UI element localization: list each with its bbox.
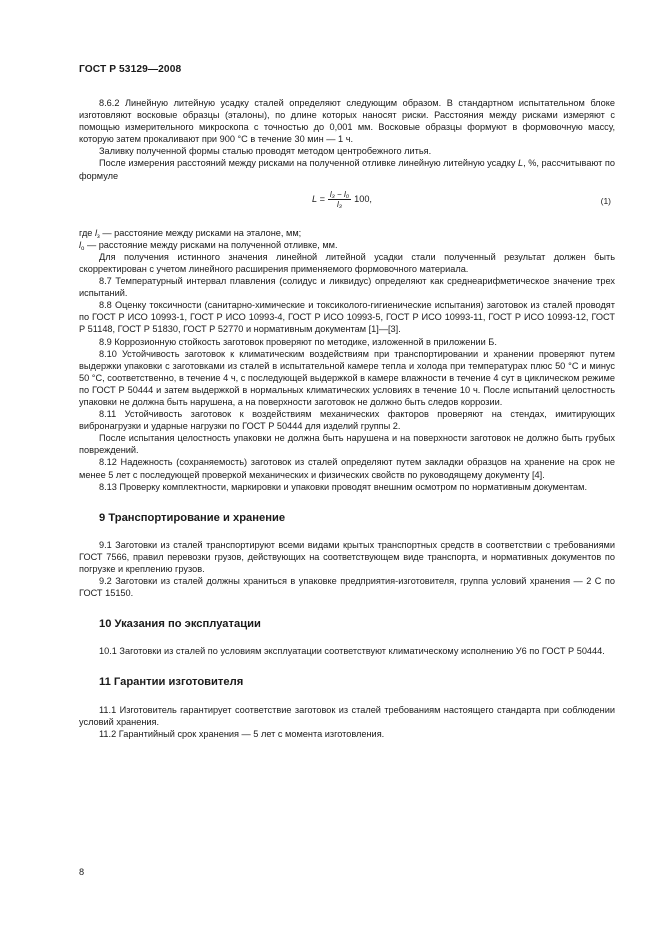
where-l0: $l_о$ — расстояние между рисками на полученной отливке, мм. [79, 239, 338, 252]
section-10-heading: 10 Указания по эксплуатации [99, 618, 261, 631]
document-body [79, 97, 615, 740]
paragraph-8-6-2: 8.6.2 Линейную литейную усадку сталей определяют следующим образом. В стандартном испытательном блоке изготовляют восковые образцы (эталоны), по длине которых наносят риски. Расстояния между рисками измеряют с помощью измерительного микроскопа с точностью до 0,001 мм. Восковые образцы формуют в формовочную массу, которую затем прокаливают при 900 °С в течение 30 мин — 1 ч. [79, 98, 615, 145]
paragraph-11-2: 11.2 Гарантийный срок хранения — 5 лет с момента изготовления. [99, 728, 385, 739]
formula-number: (1) [600, 195, 611, 206]
document-header: ГОСТ Р 53129—2008 [79, 64, 182, 75]
section-9-heading: 9 Транспортирование и хранение [99, 511, 286, 524]
paragraph-10-1: 10.1 Заготовки из сталей по условиям эксплуатации соответствуют климатическому исполнению У6 по ГОСТ Р 50444. [99, 646, 605, 657]
formula-denominator: l₃ [337, 199, 342, 209]
formula-lhs: L = [312, 194, 325, 205]
paragraph-casting: Заливку полученной формы сталью проводят методом центробежного литья. [99, 146, 432, 157]
formula-body [312, 190, 372, 209]
paragraph-correction: Для получения истинного значения линейной литейной усадки стали полученный результат должен быть скорректирован с учетом линейного расширения применяемого формовочного материала. [79, 251, 615, 274]
paragraph-8-11-b: После испытания целостность упаковки не должна быть нарушена и на поверхности заготовок не должно быть грубых повреждений. [79, 433, 615, 456]
paragraph-9-1: 9.1 Заготовки из сталей транспортируют всеми видами крытых транспортных средств в соответствии с требованиями ГОСТ 7566, правил перевозки грузов, действующих на соответствующем виде транспорта, и нормативных документов по погрузке и креплению грузов. [79, 539, 615, 574]
paragraph-9-2: 9.2 Заготовки из сталей должны храниться в упаковке предприятия-изготовителя, группа условий хранения — 2 С по ГОСТ 15150. [79, 576, 615, 599]
formula-1 [79, 187, 615, 223]
paragraph-11-1: 11.1 Изготовитель гарантирует соответствие заготовок из сталей требованиям настоящего стандарта при соблюдении условий хранения. [79, 704, 615, 727]
paragraph-formula-intro: После измерения расстояний между рисками на полученной отливке линейную литейную усадку L, %, рассчитывают по формуле [79, 158, 615, 181]
formula-rhs: 100, [354, 194, 372, 205]
formula-numerator: l₃ − l₀ [329, 189, 350, 199]
page-number: 8 [79, 867, 85, 877]
formula-fraction [328, 190, 351, 209]
paragraph-8-8: 8.8 Оценку токсичности (санитарно-химические и токсиколого-гигиенические испытания) заготовок из сталей проводят по ГОСТ Р ИСО 10993-1, ГОСТ Р ИСО 10993-4, ГОСТ Р ИСО 10993-5, ГОСТ Р ИСО 10993-11, ГОСТ Р ИСО 10993-12, ГОСТ Р 51148, ГОСТ Р 51830, ГОСТ Р 52770 и нормативным документам [1]—[3]. [79, 300, 615, 335]
section-11-heading: 11 Гарантии изготовителя [99, 676, 244, 689]
where-l3: где $l_з$ — расстояние между рисками на эталоне, мм; [79, 227, 302, 240]
paragraph-8-11: 8.11 Устойчивость заготовок к воздействиям механических факторов проверяют на стендах, имитирующих вибронагрузки и ударные нагрузки по ГОСТ Р 50444 для изделий группы 2. [79, 409, 615, 432]
paragraph-8-7: 8.7 Температурный интервал плавления (солидус и ликвидус) определяют как среднеарифметическое значение трех испытаний. [79, 276, 615, 299]
paragraph-8-13: 8.13 Проверку комплектности, маркировки и упаковки проводят внешним осмотром по нормативным документам. [99, 481, 588, 492]
paragraph-8-9: 8.9 Коррозионную стойкость заготовок проверяют по методике, изложенной в приложении Б. [99, 336, 497, 347]
paragraph-8-10: 8.10 Устойчивость заготовок к климатическим воздействиям при транспортировании и хранении проверяют путем выдержки упаковки с заготовками из сталей в испытательной камере тепла и холода при температурах плюс 50 °С и минус 50 °С, соответственно, в течение 4 ч, с последующей выдержкой в камере влажности в течение 4 сут в циклическом режиме по ГОСТ Р 50444 и затем выдержкой в нормальных климатических условиях в течение 10 ч. После испытаний целостность упаковки не должна быть нарушена, а на поверхности заготовок не должно быть следов коррозии. [79, 348, 615, 407]
paragraph-8-12: 8.12 Надежность (сохраняемость) заготовок из сталей определяют путем закладки образцов на хранение на срок не менее 5 лет с последующей проверкой механических и физических свойств по руководящему документу [4]. [79, 457, 615, 480]
